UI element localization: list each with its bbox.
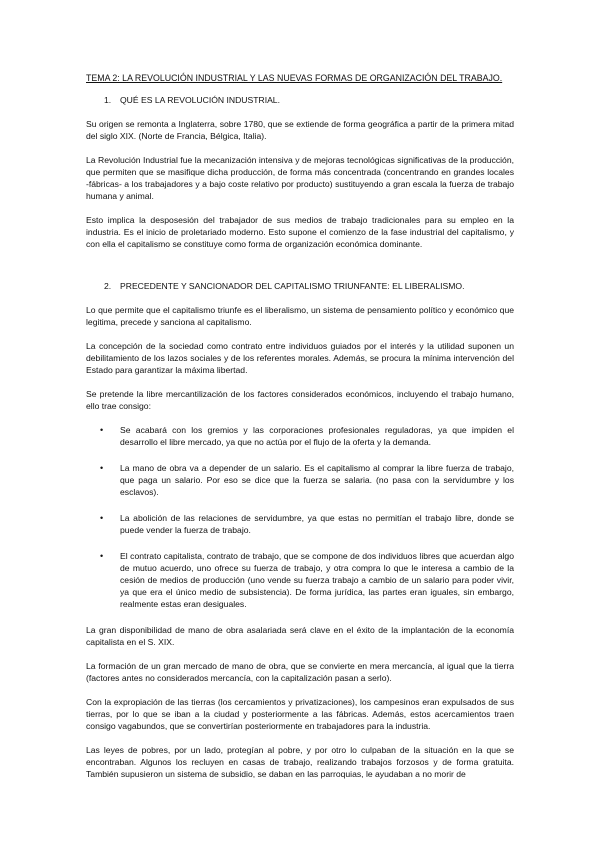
paragraph: La concepción de la sociedad como contrato entre individuos guiados por el interés y la utilidad suponen un debilitamiento de los lazos sociales y de los referentes morales. Además, se procura la mínima intervención del Estado para garantizar la máxima libertad.: [86, 341, 514, 375]
section-2-heading: [86, 280, 514, 292]
paragraph: Con la expropiación de las tierras (los cercamientos y privatizaciones), los campesinos eran expulsados de sus tierras, por lo que se iban a la ciudad y posteriormente a las fábricas. Además, estos acercamientos traen consigo vagabundos, que se convertirían posteriormente en trabajadores para la industria.: [86, 697, 514, 731]
paragraph: La gran disponibilidad de mano de obra asalariada será clave en el éxito de la implantación de la economía capitalista en el S. XIX.: [86, 625, 514, 647]
bullet-icon: •: [100, 551, 104, 561]
bullet-icon: •: [100, 425, 104, 435]
paragraph: Las leyes de pobres, por un lado, protegían al pobre, y por otro lo culpaban de la situación en la que se encontraban. Algunos los recluyen en casas de trabajo, realizando trabajos forzosos y de forma gratuita. También supusieron un sistema de subsidio, se daban en las parroquias, le ayudaban a no morir de: [86, 745, 514, 779]
list-item-text: La abolición de las relaciones de servidumbre, ya que estas no permitían el trabajo libre, donde se puede vender la fuerza de trabajo.: [120, 513, 514, 535]
paragraph: La formación de un gran mercado de mano de obra, que se convierte en mera mercancía, al igual que la tierra (factores antes no considerados mercancía, con la capitalización pasan a serlo).: [86, 661, 514, 683]
paragraph: Lo que permite que el capitalismo triunfe es el liberalismo, un sistema de pensamiento político y económico que legitima, precede y sanciona al capitalismo.: [86, 305, 514, 327]
section-1-number: 1.: [104, 95, 112, 105]
list-item: [86, 462, 514, 498]
paragraph: Su origen se remonta a Inglaterra, sobre 1780, que se extiende de forma geográfica a partir de la primera mitad del siglo XIX. (Norte de Francia, Bélgica, Italia).: [86, 119, 514, 141]
list-item: [86, 424, 514, 448]
list-item: [86, 550, 514, 610]
document-title: TEMA 2: LA REVOLUCIÓN INDUSTRIAL Y LAS NUEVAS FORMAS DE ORGANIZACIÓN DEL TRABAJO.: [86, 73, 503, 83]
section-1-heading: [86, 94, 514, 106]
paragraph: Se pretende la libre mercantilización de los factores considerados económicos, incluyendo el trabajo humano, ello trae consigo:: [86, 389, 514, 411]
section-2-heading-text: PRECEDENTE Y SANCIONADOR DEL CAPITALISMO TRIUNFANTE: EL LIBERALISMO.: [120, 281, 465, 291]
bullet-icon: •: [100, 463, 104, 473]
paragraph: Esto implica la desposesión del trabajador de sus medios de trabajo tradicionales para su empleo en la industria. Es el inicio de proletariado moderno. Esto supone el comienzo de la fase industrial del capitalismo, y con ella el capitalismo se constituye como forma de organización económica dominante.: [86, 215, 514, 249]
list-item-text: Se acabará con los gremios y las corporaciones profesionales reguladoras, ya que impiden el desarrollo el libre mercado, ya que no actúa por el flujo de la oferta y la demanda.: [120, 425, 514, 447]
section-1-heading-text: QUÉ ES LA REVOLUCIÓN INDUSTRIAL.: [120, 95, 280, 105]
bullet-icon: •: [100, 513, 104, 523]
bullet-list: [86, 424, 514, 610]
list-item: [86, 512, 514, 536]
paragraph: La Revolución Industrial fue la mecanización intensiva y de mejoras tecnológicas significativas de la producción, que permiten que se masifique dicha producción, de forma más concentrada (concentrando en grandes locales -fábricas- a los trabajadores y a bajo coste relativo por producto) sustituyendo a gran escala la fuerza de trabajo humana y animal.: [86, 155, 514, 201]
section-2-number: 2.: [104, 281, 112, 291]
list-item-text: La mano de obra va a depender de un salario. Es el capitalismo al comprar la libre fuerza de trabajo, que paga un salario. Por eso se dice que la fuerza se salaria. (no pasa con la servidumbre y los esclavos).: [120, 463, 514, 497]
list-item-text: El contrato capitalista, contrato de trabajo, que se compone de dos individuos libres que acuerdan algo de mutuo acuerdo, uno ofrece su fuerza de trabajo, y otra compra lo que le interesa a cambio de la cesión de medios de producción (uno vende su fuerza trabajo a cambio de un salario para poder vivir, ya que era el único medio de subsistencia). De forma jurídica, las partes eran iguales, sin embargo, realmente estas eran desiguales.: [120, 551, 514, 609]
